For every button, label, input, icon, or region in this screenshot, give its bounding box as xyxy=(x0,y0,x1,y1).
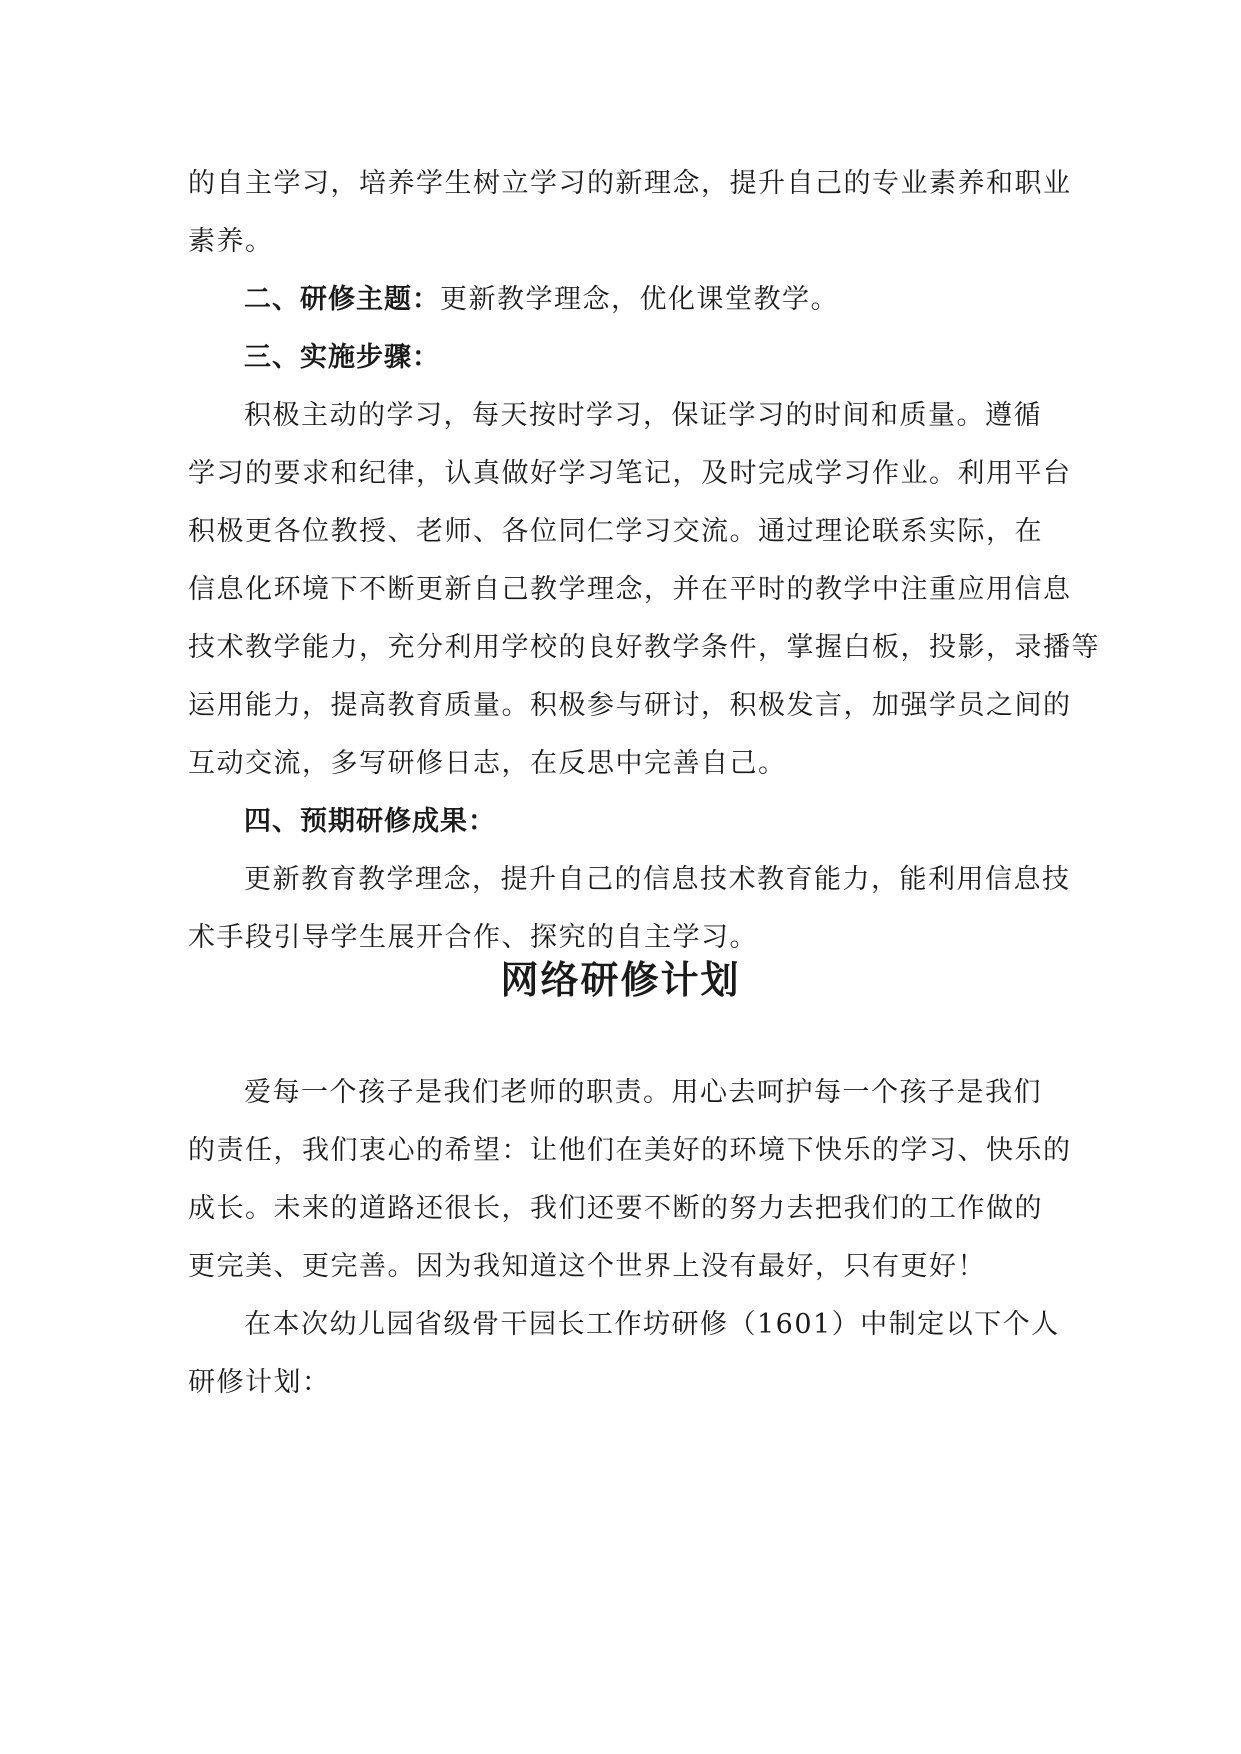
document-title: 网络研修计划 xyxy=(500,958,741,1002)
section-research-theme xyxy=(188,271,1068,329)
intro-paragraph xyxy=(188,1064,1072,1296)
text-line: 更完美、更完善。因为我知道这个世界上没有最好，只有更好！ xyxy=(188,1251,986,1282)
text-line: 在本次幼儿园省级骨干园长工作坊研修（1601）中制定以下个人 xyxy=(244,1309,1060,1340)
section-heading: 三、实施步骤： xyxy=(244,342,440,373)
plan-intro-paragraph xyxy=(188,1296,1068,1412)
section-heading: 二、研修主题： xyxy=(244,284,440,315)
text-line: 爱每一个孩子是我们老师的职责。用心去呵护每一个孩子是我们 xyxy=(244,1077,1042,1108)
text-line: 信息化环境下不断更新自己教学理念，并在平时的教学中注重应用信息 xyxy=(188,574,1072,605)
text-line: 素养。 xyxy=(188,226,274,257)
section-text: 更新教学理念，优化课堂教学。 xyxy=(440,284,839,315)
text-line: 术手段引导学生展开合作、探究的自主学习。 xyxy=(188,922,758,953)
text-line: 学习的要求和纪律，认真做好学习笔记，及时完成学习作业。利用平台 xyxy=(188,458,1072,489)
text-line: 积极更各位教授、老师、各位同仁学习交流。通过理论联系实际，在 xyxy=(188,516,1043,547)
text-line: 的责任，我们衷心的希望：让他们在美好的环境下快乐的学习、快乐的 xyxy=(188,1135,1072,1166)
intro-continuation-paragraph xyxy=(188,155,1072,271)
text-line: 互动交流，多写研修日志，在反思中完善自己。 xyxy=(188,748,787,779)
text-line: 成长。未来的道路还很长，我们还要不断的努力去把我们的工作做的 xyxy=(188,1193,1043,1224)
section-implementation-paragraph xyxy=(188,387,1100,793)
section-expected-results-paragraph xyxy=(188,851,1071,967)
text-line: 积极主动的学习，每天按时学习，保证学习的时间和质量。遵循 xyxy=(244,400,1042,431)
section-heading: 四、预期研修成果： xyxy=(244,806,496,837)
text-line: 运用能力，提高教育质量。积极参与研讨，积极发言，加强学员之间的 xyxy=(188,690,1072,721)
section-implementation-heading xyxy=(188,329,1068,387)
text-line: 研修计划： xyxy=(188,1367,331,1398)
text-line: 技术教学能力，充分利用学校的良好教学条件，掌握白板，投影，录播等 xyxy=(188,632,1100,663)
text-line: 更新教育教学理念，提升自己的信息技术教育能力，能利用信息技 xyxy=(244,864,1071,895)
section-expected-results-heading xyxy=(188,793,1068,851)
text-line: 的自主学习，培养学生树立学习的新理念，提升自己的专业素养和职业 xyxy=(188,168,1072,199)
